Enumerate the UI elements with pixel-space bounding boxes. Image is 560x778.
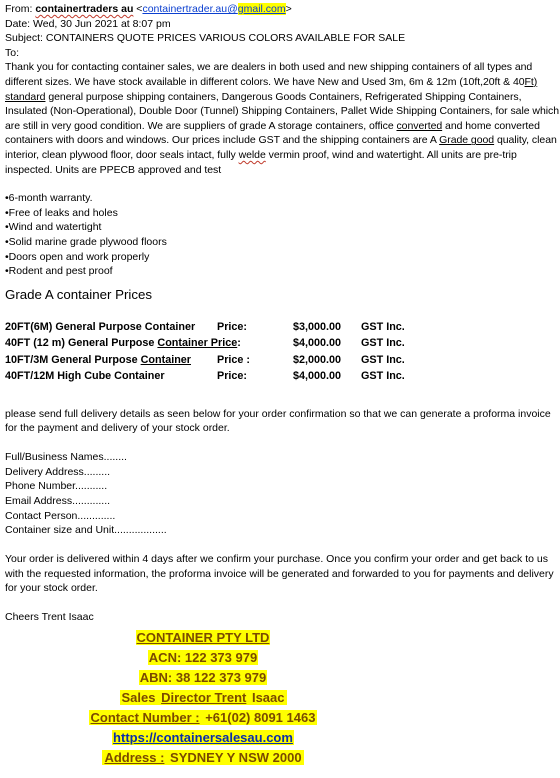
date-line: Date: Wed, 30 Jun 2021 at 8:07 pm	[5, 17, 171, 30]
sales-director: Sales Director Trent Isaac	[121, 690, 285, 706]
acn-number: ACN: 122 373 979	[148, 650, 258, 666]
price-table	[5, 319, 405, 385]
list-item: •6-month warranty.	[5, 192, 93, 205]
table-row: 40FT/12M High Cube Container Price: $4,000.00 GST Inc.	[5, 370, 405, 383]
subject-line: Subject: CONTAINERS QUOTE PRICES VARIOUS COLORS AVAILABLE FOR SALE	[5, 32, 406, 45]
intro-paragraph: Thank you for contacting container sales, we are dealers in both used and new shipping containers of all types and different sizes. We have stock available in different colors. We have New and Used 3m, 6m & 12m (10ft,20ft & 40Ft) standard general purpose shipping containers, Dangerous Goods Containers, Refrigerated Shipping Containers, Insulated (Non-Operational), Double Door (Tunnel) Shipping Containers, Pallet Wide Shipping Containers, for sale which are still in very good condition. We are suppliers of grade A storage containers, office converted and home converted containers with doors and windows. Our prices include GST and the shipping containers are A Grade good quality, clean interior, clean plywood floor, door seals intact, fully welde vermin proof, wind and watertight. All units are pre-trip inspected. Units are PPECB approved and test	[5, 61, 560, 176]
list-item: •Free of leaks and holes	[5, 206, 118, 219]
list-item: Container size and Unit..................	[5, 524, 167, 537]
list-item: •Doors open and work properly	[5, 250, 150, 263]
features-list	[5, 191, 555, 279]
list-item: Email Address.............	[5, 494, 111, 507]
list-item: •Wind and watertight	[5, 221, 102, 234]
list-item: •Rodent and pest proof	[5, 265, 113, 278]
list-item: Full/Business Names........	[5, 450, 127, 463]
order-form-fields	[5, 450, 555, 538]
address-line: Address : SYDNEY Y NSW 2000	[104, 750, 302, 766]
from-label: From:	[5, 3, 33, 15]
delivery-paragraph: Your order is delivered within 4 days after we confirm your purchase. Once you confirm your order and get back to us with the requested information, the proforma invoice will be generated and forwarded to you for payments and delivery for your stock order.	[5, 553, 554, 595]
sender-email-link[interactable]: containertrader.au@gmail.com	[142, 3, 286, 15]
closing-line: Cheers Trent Isaac	[5, 610, 94, 623]
company-name: CONTAINER PTY LTD	[136, 630, 270, 646]
prices-heading: Grade A container Prices	[5, 286, 153, 302]
abn-number: ABN: 38 122 373 979	[139, 670, 267, 686]
table-row: 20FT(6M) General Purpose Container Price: $3,000.00 GST Inc.	[5, 320, 405, 333]
contact-number: Contact Number : +61(02) 8091 1463	[90, 710, 316, 726]
table-row: 40FT (12 m) General Purpose Container Price: $4,000.00 GST Inc.	[5, 337, 405, 350]
sender-name: containertraders au	[35, 3, 134, 15]
website-link[interactable]: https://containersalesau.com	[113, 730, 293, 746]
table-row: 10FT/3M General Purpose Container Price : $2,000.00 GST Inc.	[5, 353, 405, 366]
signature-block	[5, 628, 401, 768]
list-item: Contact Person.............	[5, 509, 116, 522]
from-line: From: containertraders au <containertrader.au@gmail.com>	[5, 3, 292, 15]
list-item: Delivery Address.........	[5, 465, 111, 478]
list-item: Phone Number...........	[5, 480, 108, 493]
list-item: •Solid marine grade plywood floors	[5, 235, 167, 248]
request-paragraph: please send full delivery details as seen below for your order confirmation so that we can generate a proforma invoice for the payment and delivery of your stock order.	[5, 407, 551, 435]
to-line: To:	[5, 46, 20, 59]
